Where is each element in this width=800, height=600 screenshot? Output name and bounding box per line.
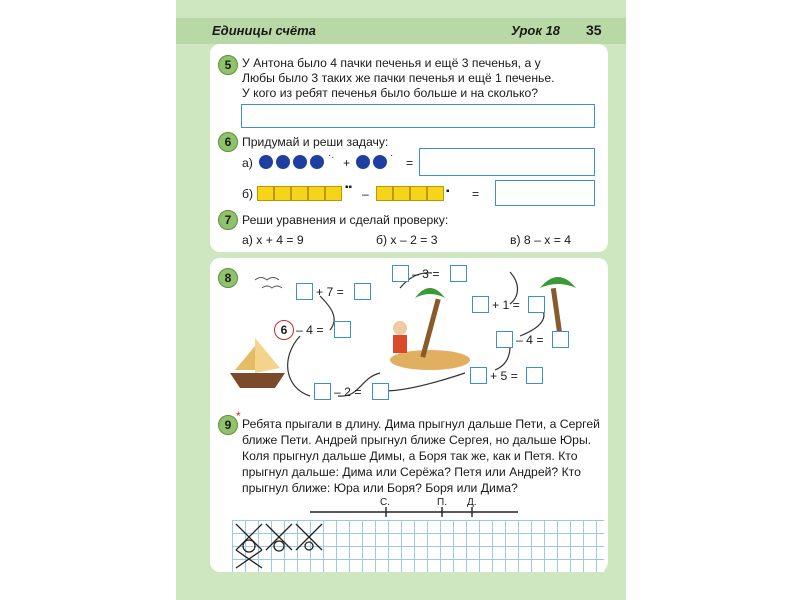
expr-minus4: – 4 = bbox=[296, 323, 324, 337]
task-number-5: 5 bbox=[218, 55, 238, 75]
mark-label-d: Д. bbox=[467, 497, 477, 508]
yellow-square bbox=[376, 186, 393, 201]
task9-line5: прыгнул ближе: Юра или Боря? Боря или Дима? bbox=[242, 481, 518, 495]
expr-minus2: – 2 = bbox=[334, 385, 362, 399]
small-square: ▪ bbox=[446, 186, 450, 197]
task7-title: Реши уравнения и сделай проверку: bbox=[242, 213, 449, 227]
yellow-square bbox=[257, 186, 274, 201]
blue-dot bbox=[276, 155, 290, 169]
expr-plus1: + 1 = bbox=[492, 298, 520, 312]
small-squares: ▪▪ bbox=[345, 182, 353, 193]
page-header bbox=[176, 18, 626, 44]
equals-sign: = bbox=[406, 156, 414, 170]
yellow-square bbox=[274, 186, 291, 201]
yellow-square bbox=[291, 186, 308, 201]
task9-line2: ближе Пети. Андрей прыгнул ближе Сергея, но дальше Юры. bbox=[242, 433, 592, 447]
equation-c: в) 8 – x = 4 bbox=[510, 233, 572, 247]
blue-dot bbox=[373, 155, 387, 169]
page-number: 35 bbox=[586, 22, 602, 38]
exercise-card-top bbox=[210, 44, 608, 252]
task6-label-b: б) bbox=[242, 187, 254, 201]
task6a-answer-box[interactable] bbox=[419, 148, 595, 176]
blue-dot bbox=[293, 155, 307, 169]
blue-dot bbox=[356, 155, 370, 169]
task9-line3: Коля прыгнул дальше Димы, а Боря так же, как и Петя. Кто bbox=[242, 449, 578, 463]
task6-title: Придумай и реши задачу: bbox=[242, 135, 389, 149]
yellow-square bbox=[427, 186, 444, 201]
yellow-square bbox=[393, 186, 410, 201]
lesson-title: Урок 18 bbox=[511, 23, 561, 38]
minus-sign: – bbox=[362, 187, 369, 201]
section-title: Единицы счёта bbox=[212, 23, 316, 38]
task5-answer-box[interactable] bbox=[241, 104, 595, 128]
star-mark: * bbox=[236, 409, 241, 423]
mark-label-s: С. bbox=[380, 497, 390, 508]
task6-label-a: а) bbox=[242, 156, 253, 170]
grid-pattern bbox=[232, 520, 352, 572]
expr-plus7: + 7 = bbox=[316, 285, 344, 299]
expr-plus5: + 5 = bbox=[490, 369, 518, 383]
equation-b: б) x – 2 = 3 bbox=[376, 233, 438, 247]
expr-minus4-second: – 4 = bbox=[516, 333, 544, 347]
task6b-answer-box[interactable] bbox=[495, 180, 595, 206]
blue-dot bbox=[310, 155, 324, 169]
task5-line1: У Антона было 4 пачки печенья и ещё 3 печенья, а у bbox=[242, 56, 541, 70]
equation-a: а) x + 4 = 9 bbox=[242, 233, 304, 247]
task5-line3: У кого из ребят печенья было больше и на сколько? bbox=[242, 86, 539, 100]
equals-sign: = bbox=[472, 187, 480, 201]
task-number-6: 6 bbox=[218, 132, 238, 152]
task9-line1: Ребята прыгали в длину. Дима прыгнул дальше Пети, а Сергей bbox=[242, 417, 600, 431]
task9-line4: прыгнул дальше: Дима или Серёжа? Петя или Андрей? Кто bbox=[242, 465, 581, 479]
task5-line2: Любы было 3 таких же пачки печенья и ещё 1 печенье. bbox=[242, 71, 555, 85]
expr-minus3: – 3 = bbox=[412, 267, 440, 281]
task-number-8: 8 bbox=[218, 268, 238, 288]
start-number-circle: 6 bbox=[274, 320, 294, 340]
small-dot: · bbox=[390, 150, 394, 161]
yellow-square bbox=[410, 186, 427, 201]
yellow-square bbox=[308, 186, 325, 201]
small-dots: ·. bbox=[328, 150, 335, 161]
task-number-7: 7 bbox=[218, 210, 238, 230]
mark-label-p: П. bbox=[437, 497, 447, 508]
blue-dot bbox=[259, 155, 273, 169]
plus-sign: + bbox=[343, 156, 351, 170]
page-overlay bbox=[176, 0, 626, 600]
task-number-9: 9 bbox=[218, 415, 238, 435]
yellow-square bbox=[325, 186, 342, 201]
